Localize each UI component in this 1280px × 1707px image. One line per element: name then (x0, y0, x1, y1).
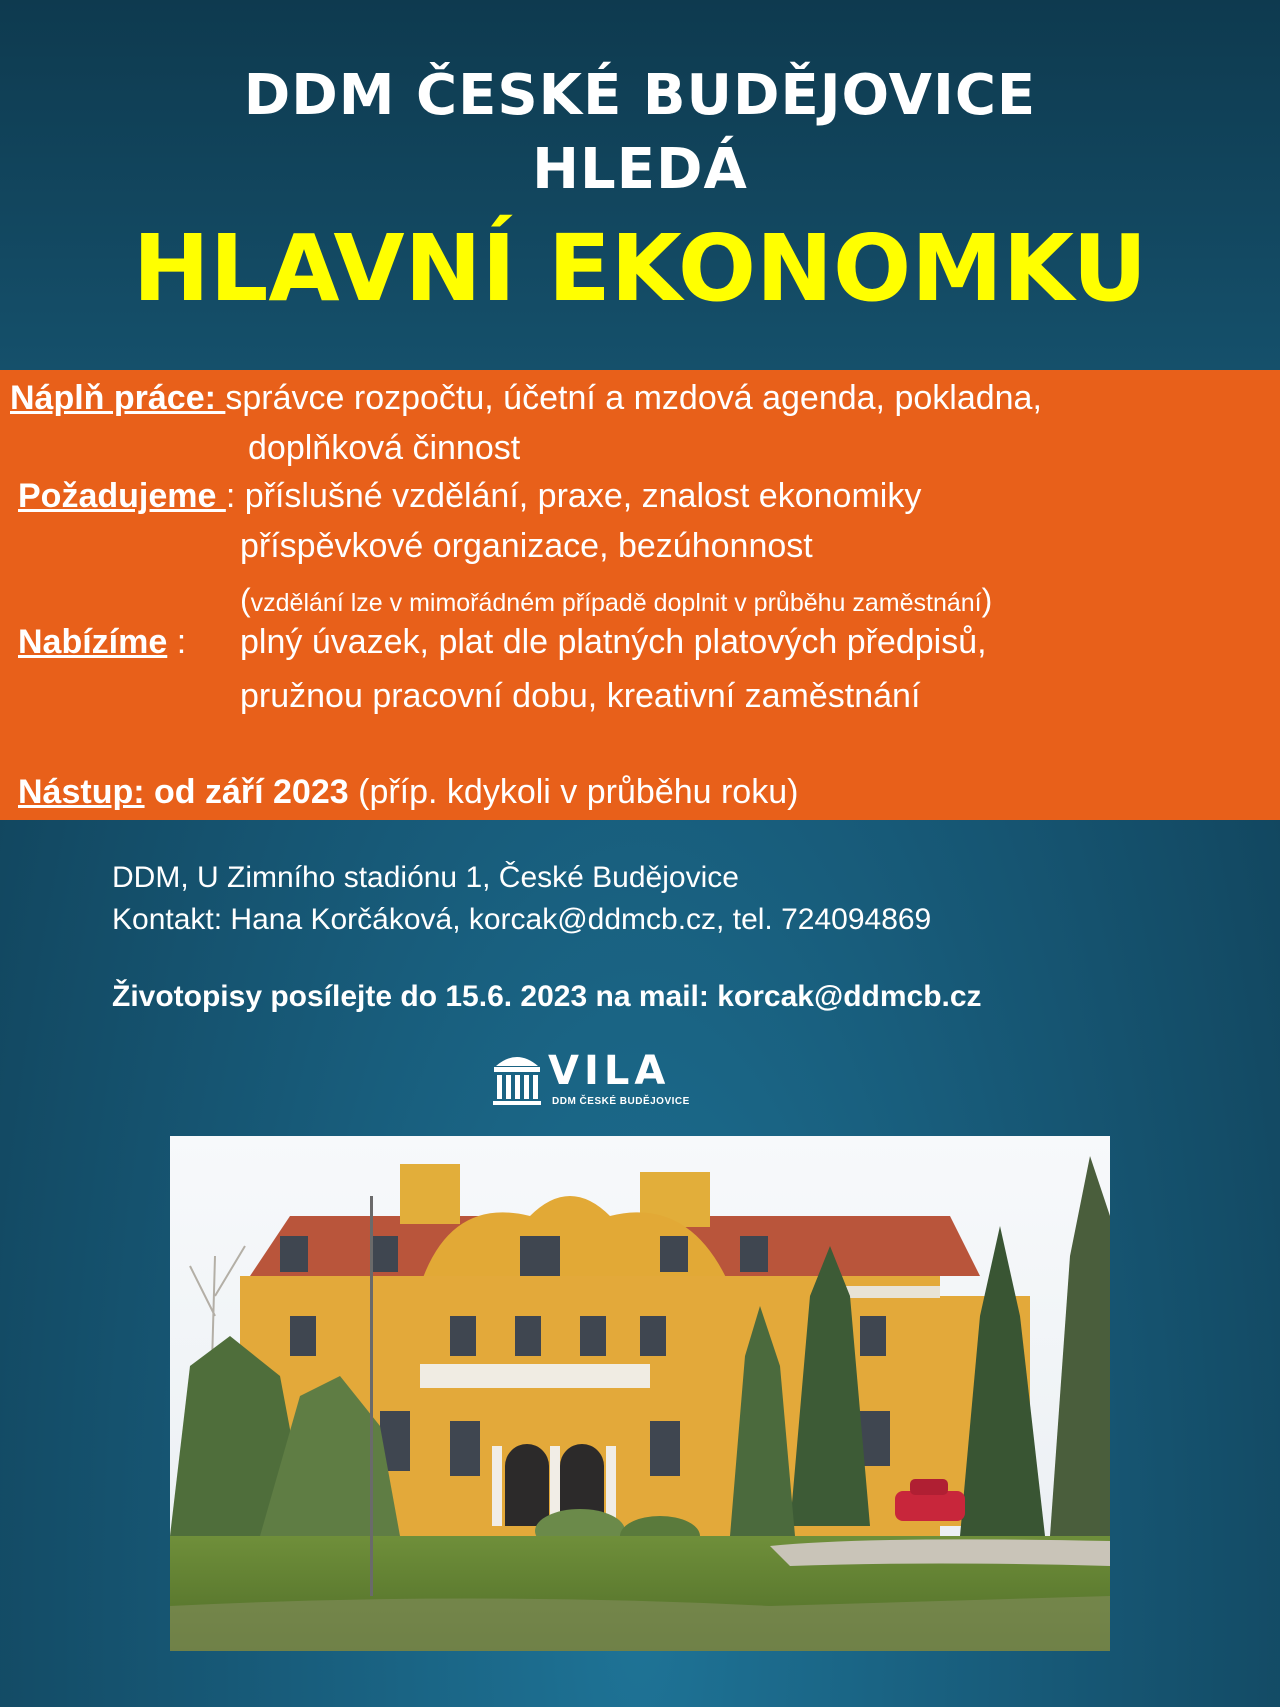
title-position: HLAVNÍ EKONOMKU (132, 215, 1148, 322)
title-seeks: HLEDÁ (532, 137, 748, 202)
contact-address: DDM, U Zimního stadiónu 1, České Budějovice (112, 861, 739, 894)
vila-logo (490, 1048, 690, 1112)
offer-colon: : (167, 623, 187, 661)
offer-text-continued: pružnou pracovní dobu, kreativní zaměstnání (240, 677, 921, 715)
building-icon (490, 1050, 544, 1108)
contact-person: Kontakt: Hana Korčáková, korcak@ddmcb.cz, tel. 724094869 (112, 903, 932, 936)
start-date: od září 2023 (144, 773, 349, 811)
start-label: Nástup: (18, 773, 145, 811)
duties-text-continued: doplňková činnost (248, 429, 521, 467)
start-note: (příp. kdykoli v průběhu roku) (348, 773, 799, 811)
logo-name: VILA (548, 1048, 671, 1094)
start-row (18, 772, 798, 812)
requirements-row (18, 476, 921, 516)
poster-title (0, 60, 1280, 324)
job-details-panel (0, 370, 1280, 820)
duties-row (10, 378, 1042, 418)
requirements-text: příslušné vzdělání, praxe, znalost ekonomiky (244, 477, 922, 515)
duties-label: Náplň práce: (10, 379, 226, 417)
offer-label: Nabízíme (18, 623, 168, 661)
contact-block (112, 857, 931, 941)
requirements-label: Požadujeme (18, 477, 226, 515)
requirements-note: (vzdělání lze v mimořádném případě doplnit v průběhu zaměstnání) (240, 582, 993, 618)
cv-instructions: Životopisy posílejte do 15.6. 2023 na mail: korcak@ddmcb.cz (112, 980, 982, 1013)
logo-subtitle: DDM ČESKÉ BUDĚJOVICE (552, 1096, 690, 1107)
offer-text: plný úvazek, plat dle platných platových předpisů, (240, 623, 987, 661)
offer-row (18, 622, 186, 662)
duties-text: správce rozpočtu, účetní a mzdová agenda, pokladna, (225, 379, 1042, 417)
building-photo (170, 1136, 1110, 1651)
title-organization: DDM ČESKÉ BUDĚJOVICE (243, 63, 1037, 128)
requirements-text-continued: příspěvkové organizace, bezúhonnost (240, 527, 813, 565)
requirements-colon: : (225, 477, 245, 515)
